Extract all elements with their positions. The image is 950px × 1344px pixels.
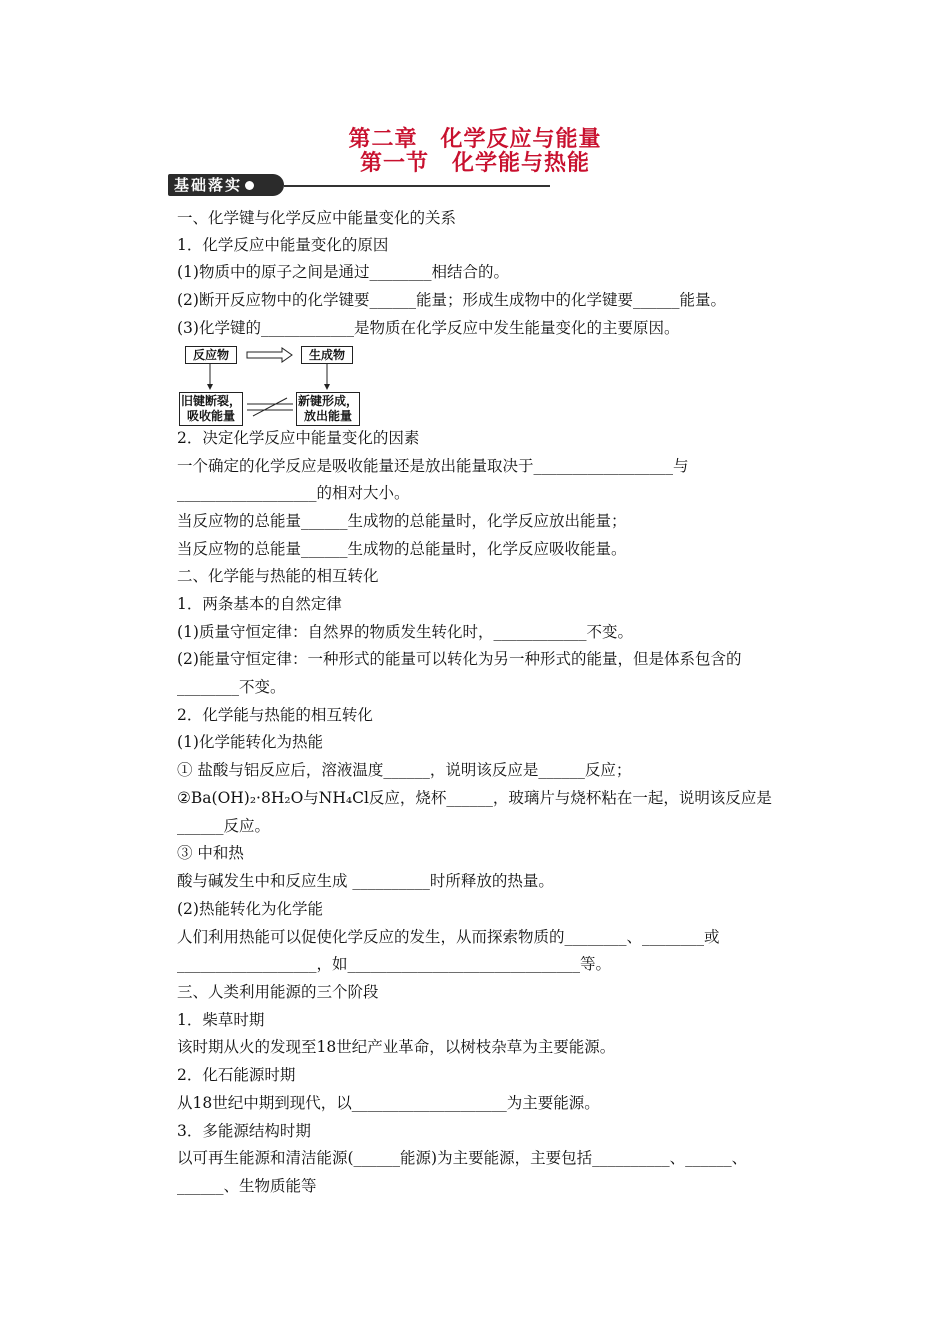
subheading-3-2: 2．化石能源时期 [177,1066,296,1084]
bond-energy-diagram [177,344,367,430]
text-line: 当反应物的总能量______生成物的总能量时，化学反应放出能量； [177,512,627,530]
text-line: 从18世纪中期到现代，以____________________为主要能源。 [177,1094,600,1112]
bond-forming-line1: 新键形成， [297,394,358,408]
text-line: ②Ba(OH)₂·8H₂O与NH₄Cl反应，烧杯______，玻璃片与烧杯粘在一起，说明该反应是 [177,789,772,807]
product-box: 生成物 [301,346,353,364]
subheading-2-2: 2．化学能与热能的相互转化 [177,706,373,724]
double-arrow-icon [247,348,292,362]
section-banner [168,174,284,196]
text-line: ③ 中和热 [177,844,244,862]
heading-2: 二、化学能与热能的相互转化 [177,567,379,585]
text-line: ① 盐酸与铝反应后，溶液温度______，说明该反应是______反应； [177,761,632,779]
text-line: 当反应物的总能量______生成物的总能量时，化学反应吸收能量。 [177,540,627,558]
text-line: (2)断开反应物中的化学键要______能量；形成生成物中的化学键要______能量。 [177,291,726,309]
text-line: 人们利用热能可以促使化学反应的发生，从而探索物质的________、________或 [177,928,720,946]
text-line: (2)能量守恒定律：一种形式的能量可以转化为另一种形式的能量，但是体系包含的 [177,650,742,668]
text-line: 一个确定的化学反应是吸收能量还是放出能量取决于__________________与 [177,457,689,475]
subheading-1-2: 2．决定化学反应中能量变化的因素 [177,429,420,447]
subheading-2-1: 1．两条基本的自然定律 [177,595,342,613]
reactant-box: 反应物 [185,346,237,364]
section-title: 第一节 化学能与热能 [359,151,590,176]
bullet-icon [245,181,254,190]
text-line: (1)物质中的原子之间是通过________相结合的。 [177,263,509,281]
banner-rule [284,185,550,187]
subheading-1-1: 1．化学反应中能量变化的原因 [177,236,389,254]
subheading-3-3: 3．多能源结构时期 [177,1122,311,1140]
text-line: (2)热能转化为化学能 [177,900,323,918]
bond-breaking-box [179,392,243,426]
text-line: __________________，如______________________________等。 [177,955,612,973]
text-line: 该时期从火的发现至18世纪产业革命，以树枝杂草为主要能源。 [177,1038,616,1056]
text-line: (1)化学能转化为热能 [177,733,323,751]
bond-forming-line2: 放出能量 [303,409,352,423]
text-line: 酸与碱发生中和反应生成 __________时所释放的热量。 [177,872,554,890]
banner-label: 基础落实 [174,176,243,194]
heading-3: 三、人类利用能源的三个阶段 [177,983,379,1001]
subheading-3-1: 1．柴草时期 [177,1011,265,1029]
text-line: 以可再生能源和清洁能源(______能源)为主要能源，主要包括__________、______、 [177,1149,748,1167]
arrow-down-icon [324,384,330,390]
bond-breaking-line1: 旧键断裂， [180,394,241,408]
arrow-down-icon [207,384,213,390]
text-line: (1)质量守恒定律：自然界的物质发生转化时，____________不变。 [177,623,633,641]
bond-forming-box [296,392,360,426]
chapter-title: 第二章 化学反应与能量 [348,127,602,152]
bond-breaking-line2: 吸收能量 [186,409,235,423]
text-line: (3)化学键的____________是物质在化学反应中发生能量变化的主要原因。 [177,319,680,337]
text-line: ________不变。 [177,678,286,696]
text-line: ______反应。 [177,817,271,835]
heading-1: 一、化学键与化学反应中能量变化的关系 [177,209,457,227]
text-line: __________________的相对大小。 [177,484,410,502]
text-line: ______、生物质能等 [177,1177,317,1195]
